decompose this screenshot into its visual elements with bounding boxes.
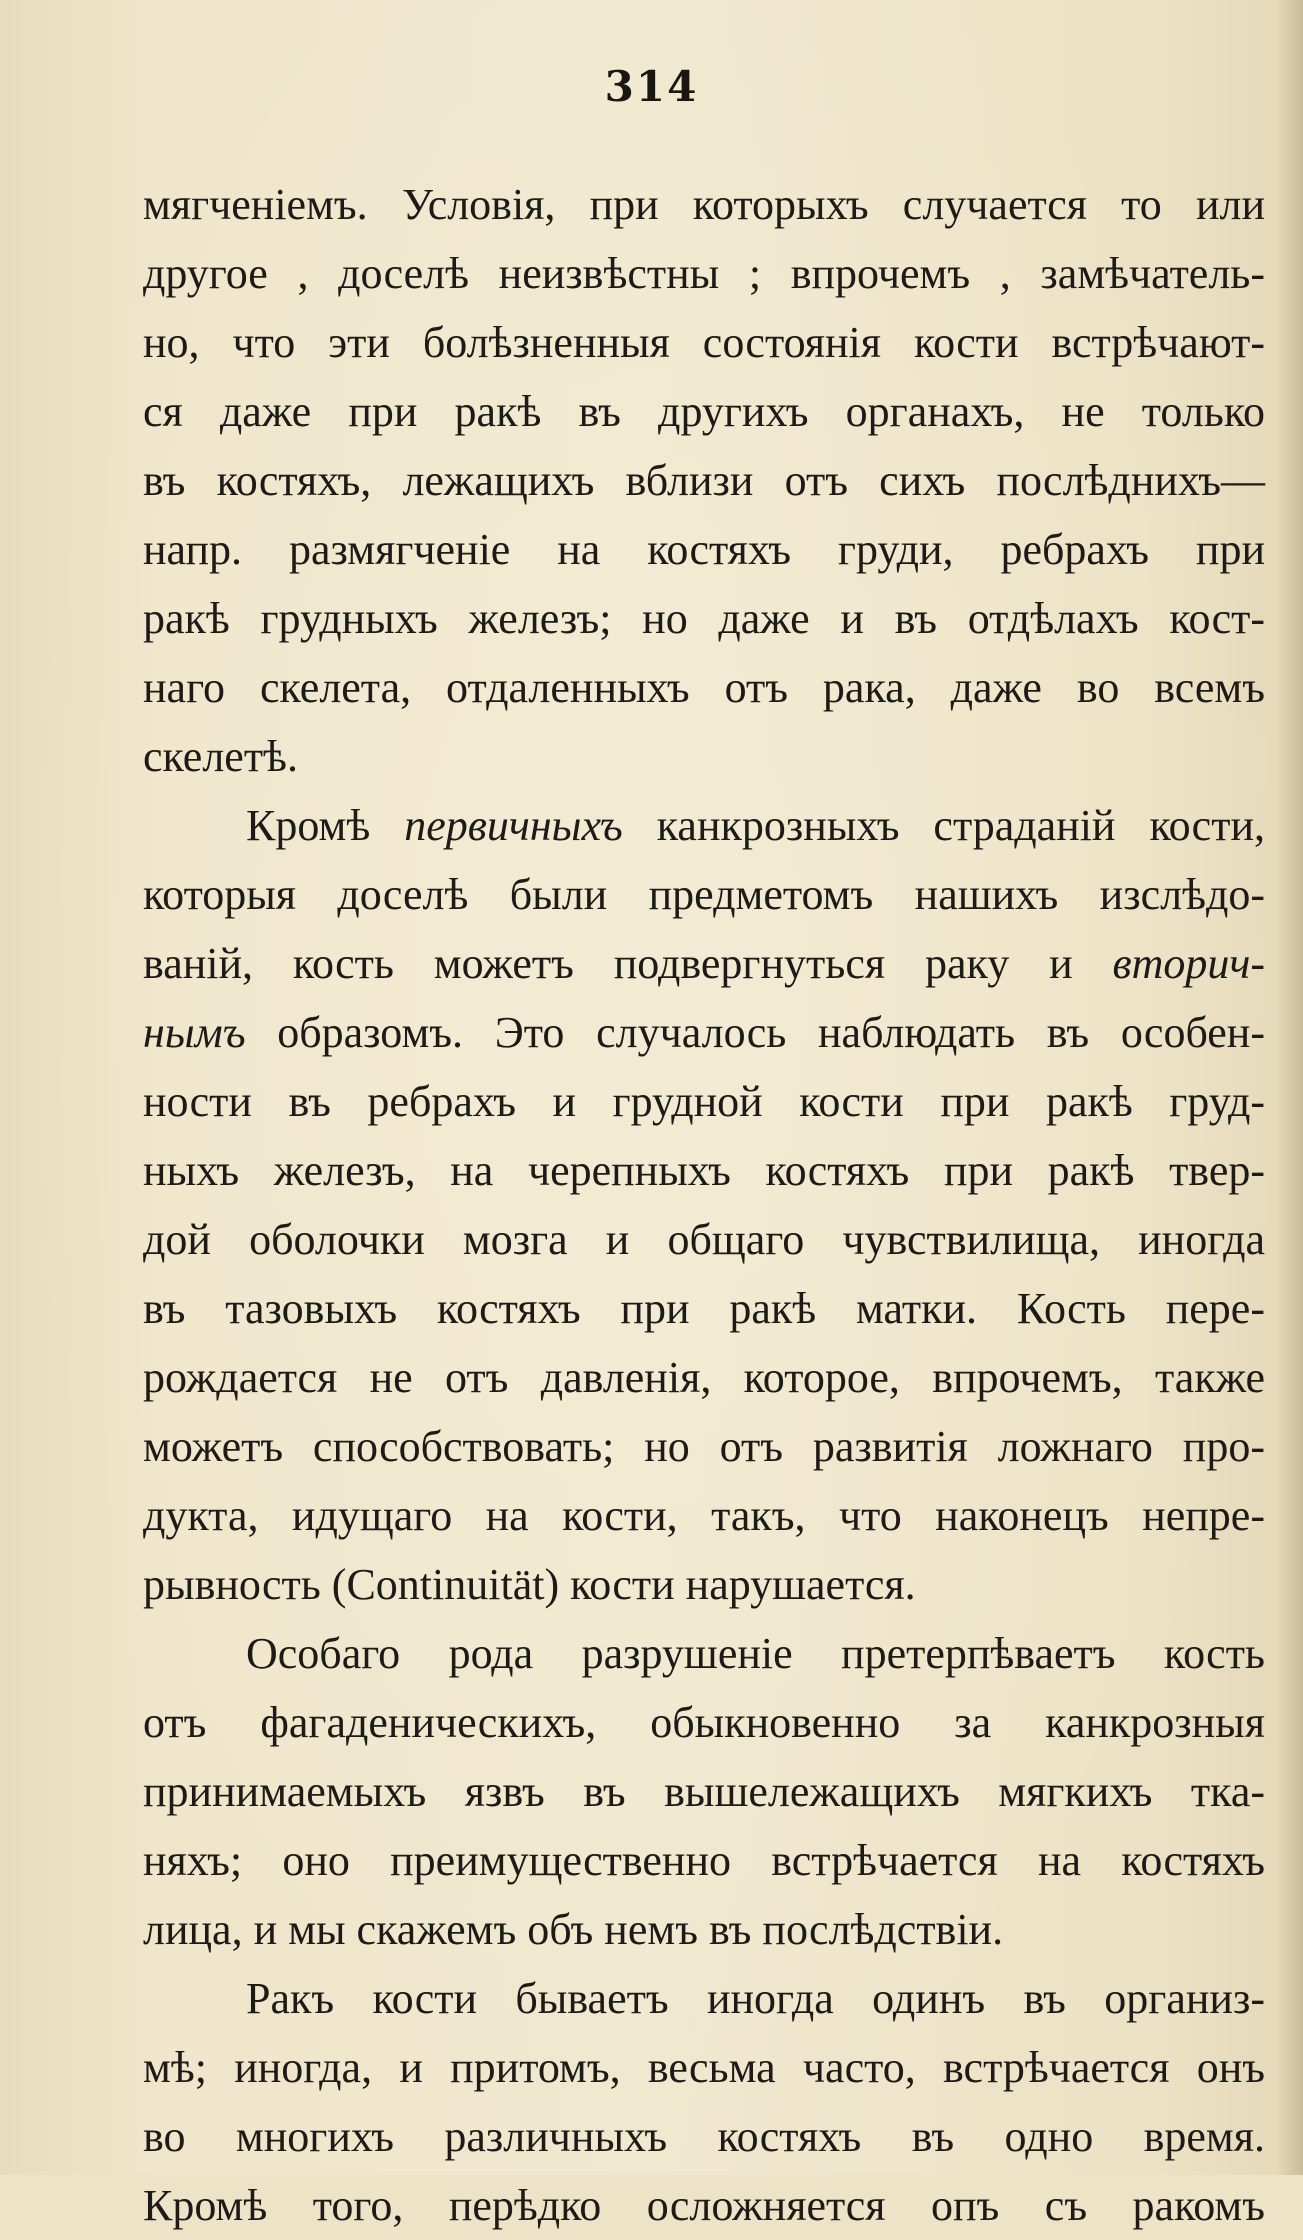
text-line	[143, 791, 1265, 860]
text-line: няхъ; оно преимущественно встрѣчается на костяхъ	[143, 1836, 1265, 1885]
text-line: дукта, идущаго на кости, такъ, что наконецъ непре-	[143, 1491, 1265, 1540]
page-edge-shadow	[1277, 0, 1303, 2175]
text-line: дой оболочки мозга и общаго чувствилища, иногда	[143, 1215, 1265, 1264]
text-segment: Кромѣ	[246, 801, 405, 850]
text-line: отъ фагаденическихъ, обыкновенно за канкрозныя	[143, 1698, 1265, 1747]
text-line: ныхъ железъ, на черепныхъ костяхъ при ракѣ твер-	[143, 1146, 1265, 1195]
text-line: Ракъ кости бываетъ иногда одинъ въ организ-	[246, 1974, 1265, 2023]
text-segment: ваній, кость можетъ подвергнуться раку и	[143, 939, 1113, 988]
text-line: лица, и мы скажемъ объ немъ въ послѣдствіи.	[143, 1905, 1004, 1954]
italic-term: нымъ	[143, 1008, 246, 1057]
text-line: рождается не отъ давленія, которое, впрочемъ, также	[143, 1353, 1265, 1402]
text-line	[143, 998, 1265, 1067]
text-line: другое , доселѣ неизвѣстны ; впрочемъ , замѣчатель-	[143, 249, 1265, 298]
text-line: ности въ ребрахъ и грудной кости при ракѣ груд-	[143, 1077, 1265, 1126]
italic-term: вторич-	[1112, 939, 1265, 988]
text-line: скелетѣ.	[143, 732, 298, 781]
text-line: ракѣ грудныхъ железъ; но даже и въ отдѣлахъ кост-	[143, 594, 1265, 643]
text-line: мѣ; иногда, и притомъ, весьма часто, встрѣчается онъ	[143, 2043, 1265, 2092]
text-line: напр. размягченіе на костяхъ груди, ребрахъ при	[143, 525, 1265, 574]
text-line: ся даже при ракѣ въ другихъ органахъ, не только	[143, 387, 1265, 436]
text-line: въ тазовыхъ костяхъ при ракѣ матки. Кость пере-	[143, 1284, 1265, 1333]
text-line: въ костяхъ, лежащихъ вблизи отъ сихъ послѣднихъ—	[143, 456, 1265, 505]
text-line: принимаемыхъ язвъ въ вышележащихъ мягкихъ тка-	[143, 1767, 1265, 1816]
text-line: рывность (Continuität) кости нарушается.	[143, 1560, 916, 1609]
text-line: во многихъ различныхъ костяхъ въ одно время.	[143, 2112, 1265, 2161]
text-line	[143, 929, 1265, 998]
text-line: Кромѣ того, перѣдко осложняется опъ съ ракомъ	[143, 2181, 1265, 2230]
text-line: Особаго рода разрушеніе претерпѣваетъ кость	[246, 1629, 1265, 1678]
text-segment: образомъ. Это случалось наблюдать въ особен-	[245, 1008, 1265, 1057]
italic-term: первичныхъ	[404, 801, 623, 850]
text-line: можетъ способствовать; но отъ развитія ложнаго про-	[143, 1422, 1265, 1471]
text-line: которыя доселѣ были предметомъ нашихъ изслѣдо-	[143, 870, 1265, 919]
text-line: наго скелета, отдаленныхъ отъ рака, даже во всемъ	[143, 663, 1265, 712]
page-number: 314	[604, 62, 699, 111]
body-text	[143, 170, 1265, 2240]
text-line: мягченіемъ. Условія, при которыхъ случается то или	[143, 180, 1265, 229]
text-line: но, что эти болѣзненныя состоянія кости встрѣчают-	[143, 318, 1265, 367]
text-segment: канкрозныхъ страданій кости,	[622, 801, 1265, 850]
